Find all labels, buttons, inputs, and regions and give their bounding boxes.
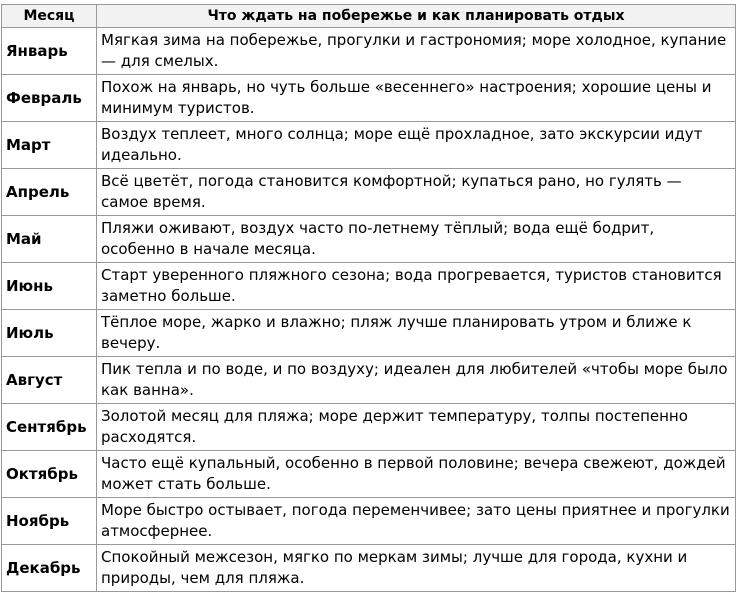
month-cell: Июнь [2, 263, 97, 310]
month-cell: Декабрь [2, 545, 97, 592]
travel-months-table [1, 4, 736, 592]
description-cell: Воздух теплеет, много солнца; море ещё прохладное, зато экскурсии идут идеально. [97, 122, 736, 169]
month-cell: Февраль [2, 75, 97, 122]
table-row [2, 310, 736, 357]
description-column-header: Что ждать на побережье и как планировать отдых [97, 5, 736, 28]
month-cell: Сентябрь [2, 404, 97, 451]
description-cell: Всё цветёт, погода становится комфортной; купаться рано, но гулять — самое время. [97, 169, 736, 216]
table-row [2, 357, 736, 404]
month-cell: Апрель [2, 169, 97, 216]
description-cell: Золотой месяц для пляжа; море держит температуру, толпы постепенно расходятся. [97, 404, 736, 451]
table-row [2, 404, 736, 451]
description-cell: Мягкая зима на побережье, прогулки и гастрономия; море холодное, купание — для смелых. [97, 28, 736, 75]
description-cell: Пляжи оживают, воздух часто по-летнему тёплый; вода ещё бодрит, особенно в начале месяца. [97, 216, 736, 263]
table-row [2, 75, 736, 122]
header-row [2, 5, 736, 28]
month-cell: Ноябрь [2, 498, 97, 545]
description-cell: Похож на январь, но чуть больше «весеннего» настроения; хорошие цены и минимум туристов. [97, 75, 736, 122]
month-cell: Март [2, 122, 97, 169]
description-cell: Море быстро остывает, погода переменчивее; зато цены приятнее и прогулки атмосфернее. [97, 498, 736, 545]
month-cell: Январь [2, 28, 97, 75]
table-row [2, 451, 736, 498]
table-row [2, 169, 736, 216]
description-cell: Спокойный межсезон, мягко по меркам зимы; лучше для города, кухни и природы, чем для пляжа. [97, 545, 736, 592]
table-row [2, 498, 736, 545]
table-row [2, 28, 736, 75]
description-cell: Пик тепла и по воде, и по воздуху; идеален для любителей «чтобы море было как ванна». [97, 357, 736, 404]
description-cell: Тёплое море, жарко и влажно; пляж лучше планировать утром и ближе к вечеру. [97, 310, 736, 357]
month-cell: Май [2, 216, 97, 263]
month-cell: Июль [2, 310, 97, 357]
table-row [2, 122, 736, 169]
month-cell: Октябрь [2, 451, 97, 498]
table-row [2, 545, 736, 592]
table-row [2, 263, 736, 310]
description-cell: Часто ещё купальный, особенно в первой половине; вечера свежеют, дождей может стать больше. [97, 451, 736, 498]
description-cell: Старт уверенного пляжного сезона; вода прогревается, туристов становится заметно больше. [97, 263, 736, 310]
month-cell: Август [2, 357, 97, 404]
month-column-header: Месяц [2, 5, 97, 28]
table-row [2, 216, 736, 263]
